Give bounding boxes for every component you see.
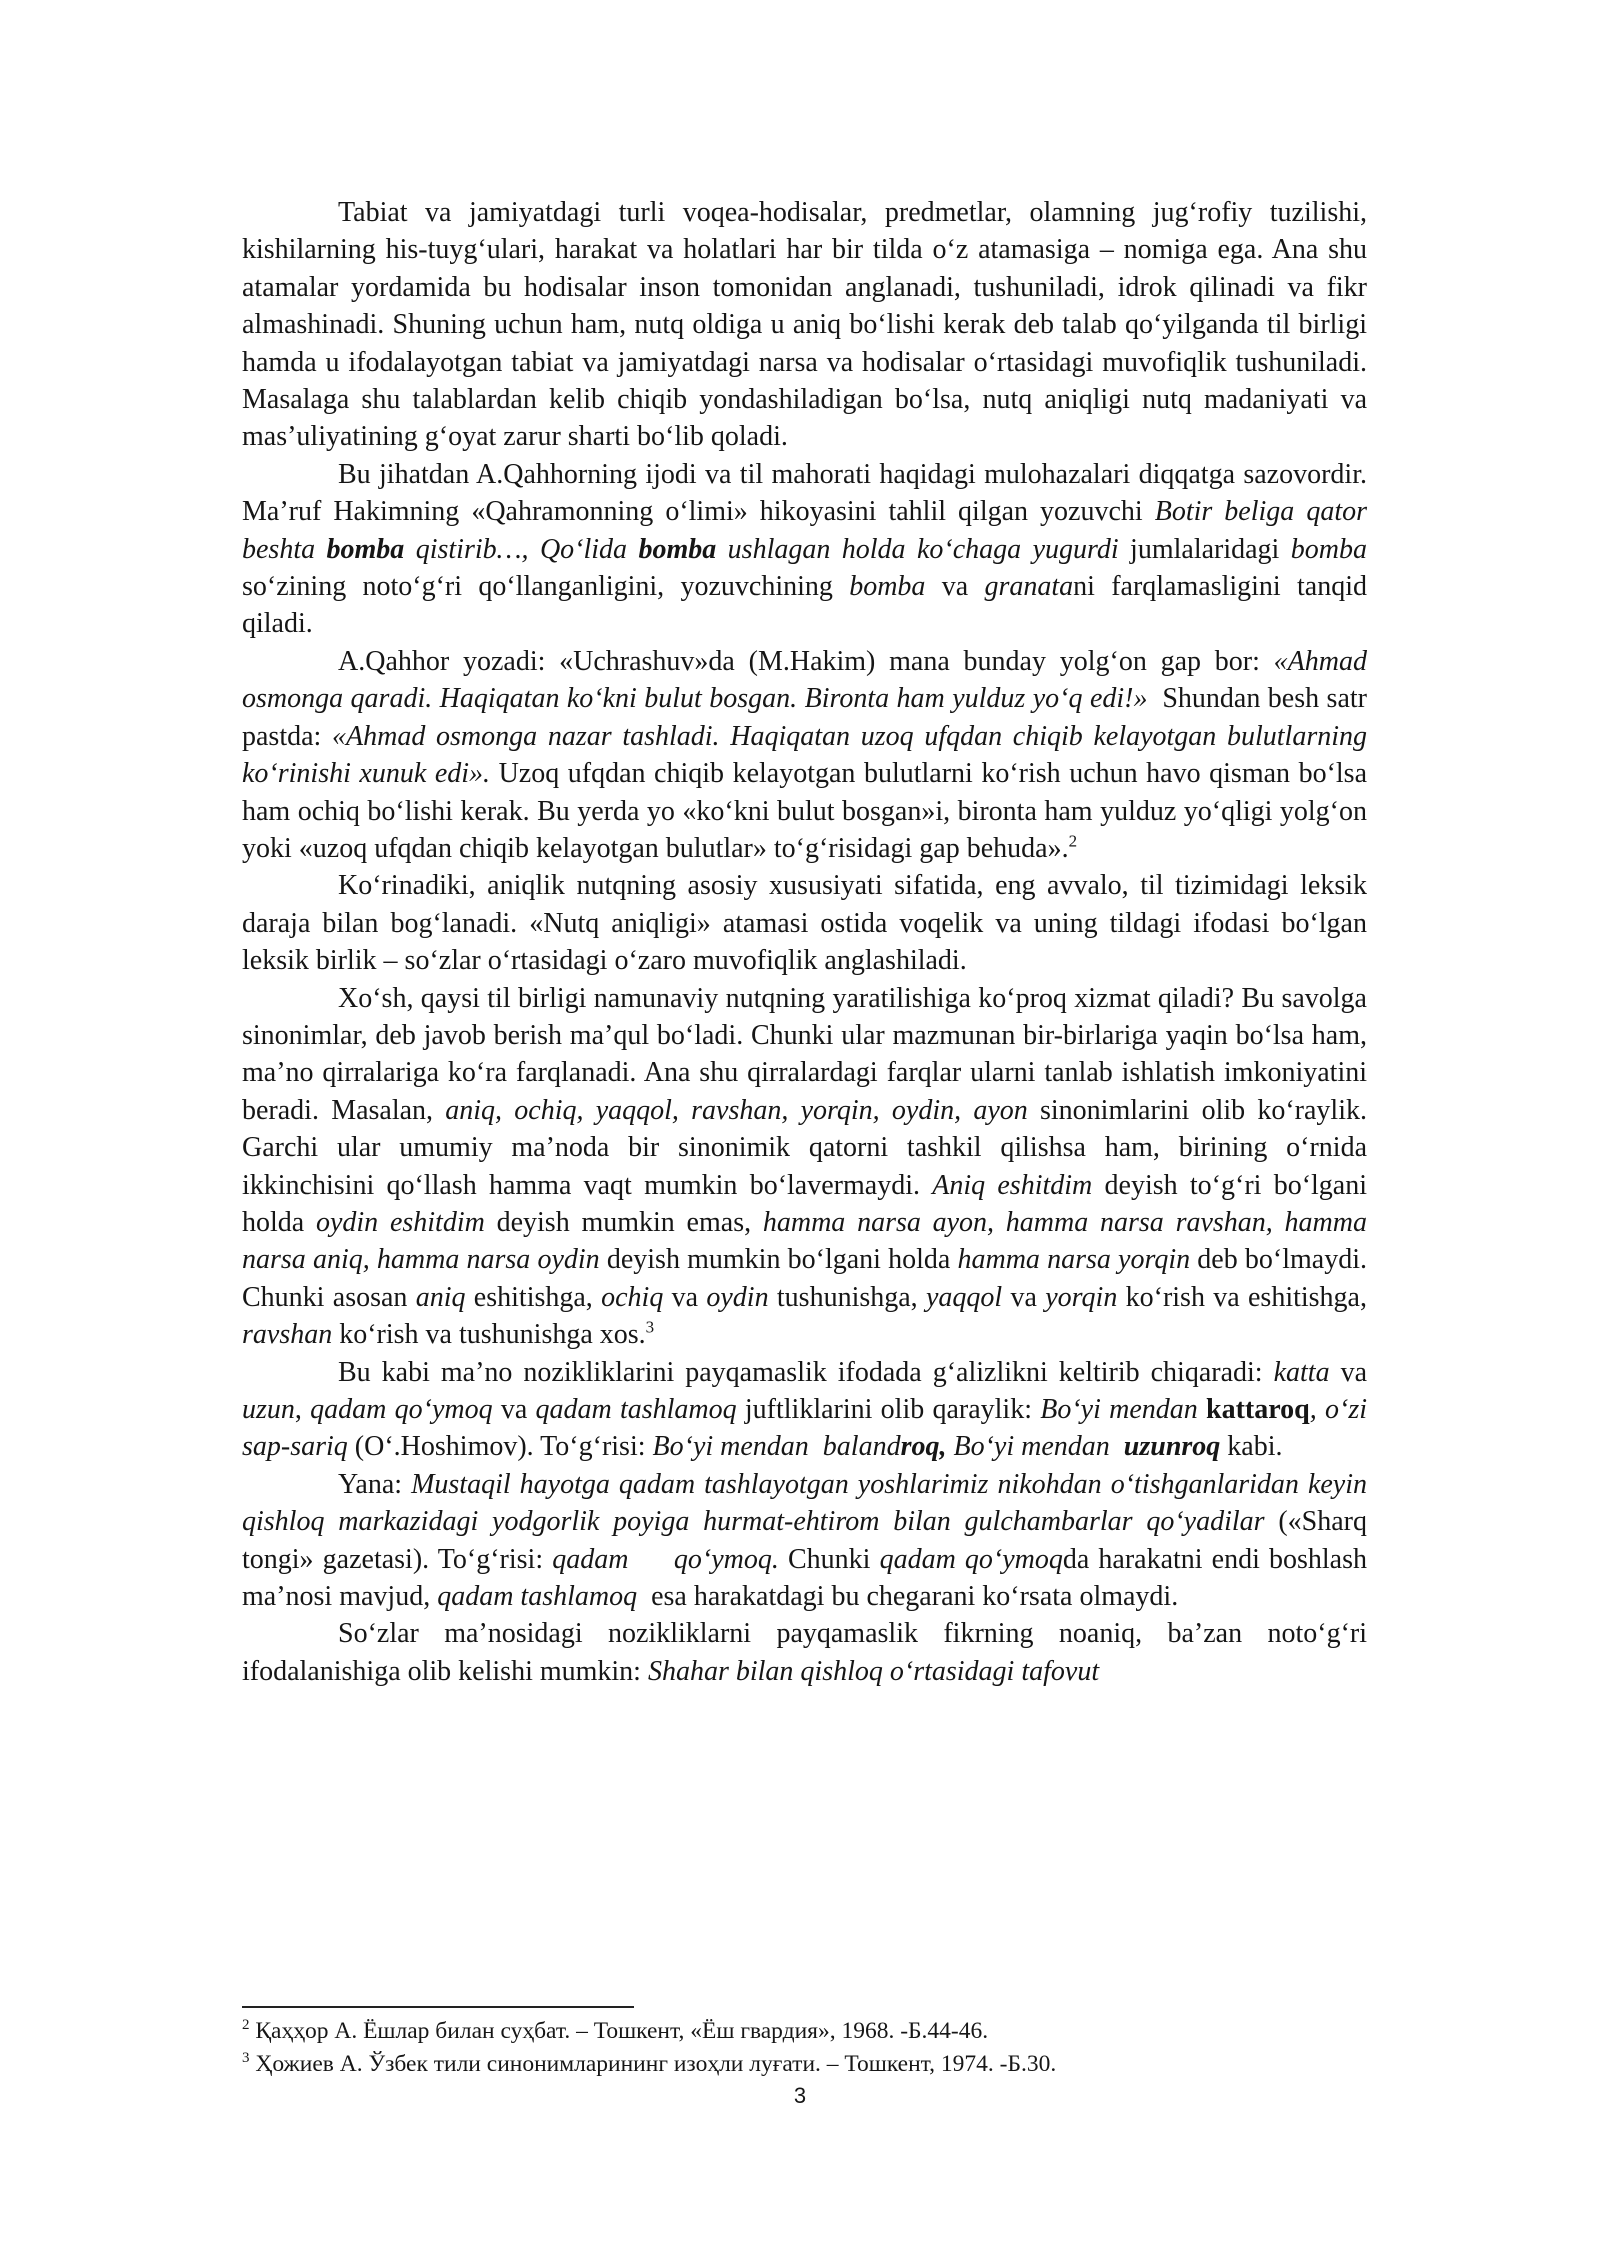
text-run: so‘zining noto‘g‘ri qo‘llanganligini, yozuvchining xyxy=(242,571,850,603)
text-run: Xo‘sh, qaysi til birligi namunaviy nutqning yaratilishiga ko‘proq xizmat qiladi? Bu savolga sinonimlar, deb javob berish ma’qul bo‘ladi. Chunki ular mazmunan bir-birlariga yaqin bo‘lsa ham, ma’no qirralariga ko‘ra farqlanadi. Ana shu qirralardagi farqlar ularni tanlab ishlatish imkoniyatini beradi. Masalan, xyxy=(242,982,1367,1126)
footnote-text: Ҳожиев А. Ўзбек тили синонимларининг изоҳли луғати. – Тошкент, 1974. -Б.30. xyxy=(255,2051,1057,2077)
text-run: va xyxy=(1002,1281,1046,1313)
text-run: Ko‘rinadiki, aniqlik nutqning asosiy xususiyati sifatida, eng avvalo, til tizimidagi leksik daraja bilan bog‘lanadi. «Nutq aniqligi» atamasi ostida voqelik va uning tildagi ifodasi bo‘lgan leksik birlik – so‘zlar o‘rtasidagi o‘zaro muvofiqlik anglashiladi. xyxy=(242,870,1367,977)
italic-run: oydin eshitdim xyxy=(315,1206,485,1238)
text-run: deyish mumkin bo‘lgani holda xyxy=(599,1244,958,1276)
text-run: tushunishga, xyxy=(768,1281,926,1313)
italic-run: «Ahmad osmonga qaradi. Haqiqatan ko‘kni bulut bosgan. Bironta ham yulduz yo‘q edi!» xyxy=(242,645,1367,715)
italic-run: ushlagan holda ko‘chaga yugurdi xyxy=(716,533,1119,565)
text-run: Chunki xyxy=(778,1543,880,1575)
italic-run: katta xyxy=(1273,1356,1330,1388)
italic-run: qadam qo‘ymoq xyxy=(879,1543,1063,1575)
bold-italic-run: bomba xyxy=(326,533,405,565)
italic-run: Botir beliga qator beshta xyxy=(242,496,1367,565)
footnote-3 xyxy=(242,2048,1367,2081)
italic-run: ravshan xyxy=(242,1319,333,1351)
paragraph-5 xyxy=(242,980,1367,1354)
text-run: Bu kabi ma’no nozikliklarini payqamaslik ifodada g‘alizlikni keltirib chiqaradi: xyxy=(338,1356,1274,1388)
text-run: Bu jihatdan A.Qahhorning ijodi va til mahorati haqidagi mulohazalari diqqatga sazovordir. Ma’ruf Hakimning «Qahramonning o‘limi» hikoyasini tahlil qilgan yozuvchi xyxy=(242,458,1367,528)
text-run: Shundan besh satr pastda: xyxy=(242,683,1374,752)
footnote-2 xyxy=(242,2015,1367,2048)
italic-run: aniq, ochiq, yaqqol, ravshan, yorqin, oydin, ayon xyxy=(445,1094,1028,1126)
body-text xyxy=(242,194,1374,1690)
text-run: va xyxy=(1329,1356,1367,1388)
text-run: ko‘rish va eshitishga, xyxy=(1117,1281,1367,1313)
paragraph-2 xyxy=(242,456,1367,643)
text-run: ko‘rish va tushunishga xos. xyxy=(332,1319,646,1351)
text-run: Yana: xyxy=(338,1468,412,1500)
bold-italic-run: roq, xyxy=(900,1431,947,1463)
italic-run: hamma narsa yorqin xyxy=(957,1244,1191,1276)
italic-run: qadam tashlamoq xyxy=(535,1394,737,1425)
italic-run: ochiq xyxy=(601,1281,664,1313)
text-run: deyish to‘g‘ri bo‘lgani holda xyxy=(242,1169,1367,1238)
italic-run: yorqin xyxy=(1045,1281,1118,1313)
text-run: deb bo‘lmaydi. Chunki asosan xyxy=(242,1244,1367,1313)
footnotes xyxy=(242,2015,1367,2081)
paragraph-8 xyxy=(242,1615,1367,1690)
italic-run: bomba xyxy=(849,571,926,603)
text-run: A.Qahhor yozadi: «Uchrashuv»da (M.Hakim) mana bunday yolg‘on gap bor: xyxy=(338,645,1274,677)
italic-run: Bo‘yi mendan baland xyxy=(652,1431,901,1463)
text-run: Tabiat va jamiyatdagi turli voqea-hodisalar, predmetlar, olamning jug‘rofiy tuzilishi, kishilarning his-tuyg‘ulari, harakat va holatlari har bir tilda o‘z atamasiga – nomiga ega. Ana shu atamalar yordamida bu hodisalar inson tomonidan anglanadi, tushuniladi, idrok qilinadi va fikr almashinadi. Shuning uchun ham, nutq oldiga u aniq bo‘lishi kerak deb talab qo‘yilganda til birligi hamda u ifodalayotgan tabiat va jamiyatdagi narsa va hodisalar o‘rtasidagi muvofiqlik tushuniladi. Masalaga shu talablardan kelib chiqib yondashiladigan bo‘lsa, nutq aniqligi nutq madaniyati va mas’uliyatining g‘oyat zarur sharti bo‘lib qoladi. xyxy=(242,197,1367,453)
italic-run: granata xyxy=(984,571,1074,603)
italic-run: Shahar bilan qishloq o‘rtasidagi tafovut xyxy=(647,1655,1100,1687)
italic-run: Aniq eshitdim xyxy=(932,1169,1093,1201)
text-run: va xyxy=(663,1281,707,1313)
footnote-number: 2 xyxy=(242,2017,250,2034)
italic-run: bomba xyxy=(1290,533,1367,565)
italic-run: Bo‘yi mendan xyxy=(1040,1394,1207,1425)
italic-run: Mustaqil hayotga qadam tashlayotgan yoshlarimiz nikohdan o‘tishganlaridan keyin qishloq markazidagi yodgorlik poyiga hurmat-ehtirom bilan gulchambarlar qo‘yadilar xyxy=(242,1468,1368,1538)
text-run: Uzoq ufqdan chiqib kelayotgan bulutlarni ko‘rish uchun havo qisman bo‘lsa ham ochiq bo‘lishi kerak. Bu yerda yo «ko‘kni bulut bosgan»i, bironta ham yulduz yo‘qligi yolg‘on yoki «uzoq ufqdan chiqib kelayotgan bulutlar» to‘g‘risidagi gap behuda». xyxy=(242,758,1367,864)
footnote-ref-3[interactable]: 3 xyxy=(645,1317,655,1337)
footnote-ref-2[interactable]: 2 xyxy=(1068,831,1078,851)
italic-run: aniq xyxy=(415,1281,466,1313)
text-run: eshitishga, xyxy=(465,1281,602,1313)
paragraph-6 xyxy=(242,1354,1367,1466)
text-run: sinonimlarini olib ko‘raylik. Garchi ular umumiy ma’noda bir sinonimik qatorni tashkil qilishsa ham, birining o‘rnida ikkinchisini qo‘llash hamma vaqt mumkin bo‘lavermaydi. xyxy=(242,1094,1367,1201)
footnote-text: Қаҳҳор А. Ёшлар билан суҳбат. – Тошкент, «Ёш гвардия», 1968. -Б.44-46. xyxy=(255,2018,989,2044)
italic-run: hamma narsa ayon, hamma narsa ravshan, hamma narsa aniq, hamma narsa oydin xyxy=(242,1206,1367,1276)
paragraph-7 xyxy=(242,1466,1367,1616)
text-run: kabi. xyxy=(1220,1431,1283,1463)
paragraph-4 xyxy=(242,867,1367,979)
italic-run: Bo‘yi mendan xyxy=(946,1431,1124,1463)
italic-run: uzun xyxy=(242,1394,295,1425)
text-run: (O‘.Hoshimov). To‘g‘risi: xyxy=(347,1431,653,1463)
footnote-number: 3 xyxy=(242,2050,250,2067)
text-run: So‘zlar ma’nosidagi nozikliklarni payqamaslik fikrning noaniq, ba’zan noto‘g‘ri ifodalanishiga olib kelishi mumkin: xyxy=(242,1618,1367,1687)
text-run: ni farqlamasligini tanqid qiladi. xyxy=(242,571,1367,640)
text-run: , xyxy=(294,1394,311,1425)
bold-run: kattaroq xyxy=(1206,1394,1310,1425)
footnote-separator xyxy=(242,2006,634,2008)
text-run: juftliklarini olib qaraylik: xyxy=(736,1394,1041,1425)
italic-run: , o‘zi sap-sariq xyxy=(242,1394,1367,1463)
paragraph-1 xyxy=(242,194,1367,456)
italic-run: «Ahmad osmonga nazar tashladi. Haqiqatan uzoq ufqdan chiqib kelayotgan bulutlarning ko‘rinishi xunuk edi». xyxy=(242,720,1368,790)
italic-run: qadam tashlamoq xyxy=(437,1581,638,1613)
bold-italic-run: uzunroq xyxy=(1123,1431,1221,1463)
italic-run: qadam qo‘ymoq xyxy=(310,1394,493,1425)
paragraph-3 xyxy=(242,643,1374,867)
bold-italic-run: bomba xyxy=(638,533,717,565)
text-run: da harakatni endi boshlash ma’nosi mavjud, xyxy=(242,1543,1367,1613)
text-run: va xyxy=(925,571,985,603)
text-run: esa harakatdagi bu chegarani ko‘rsata olmaydi. xyxy=(637,1581,1179,1613)
italic-run: qadam qo‘ymoq. xyxy=(552,1543,779,1575)
text-run: jumlalaridagi xyxy=(1118,533,1291,565)
italic-run: oydin xyxy=(706,1281,769,1313)
italic-run: qistirib…, Qo‘lida xyxy=(404,533,639,565)
text-run: va xyxy=(492,1394,536,1425)
text-run: deyish mumkin emas, xyxy=(484,1206,763,1238)
italic-run: yaqqol xyxy=(925,1281,1003,1313)
text-run: («Sharq tongi» gazetasi). To‘g‘risi: xyxy=(242,1506,1367,1575)
page-number: 3 xyxy=(793,2083,807,2108)
